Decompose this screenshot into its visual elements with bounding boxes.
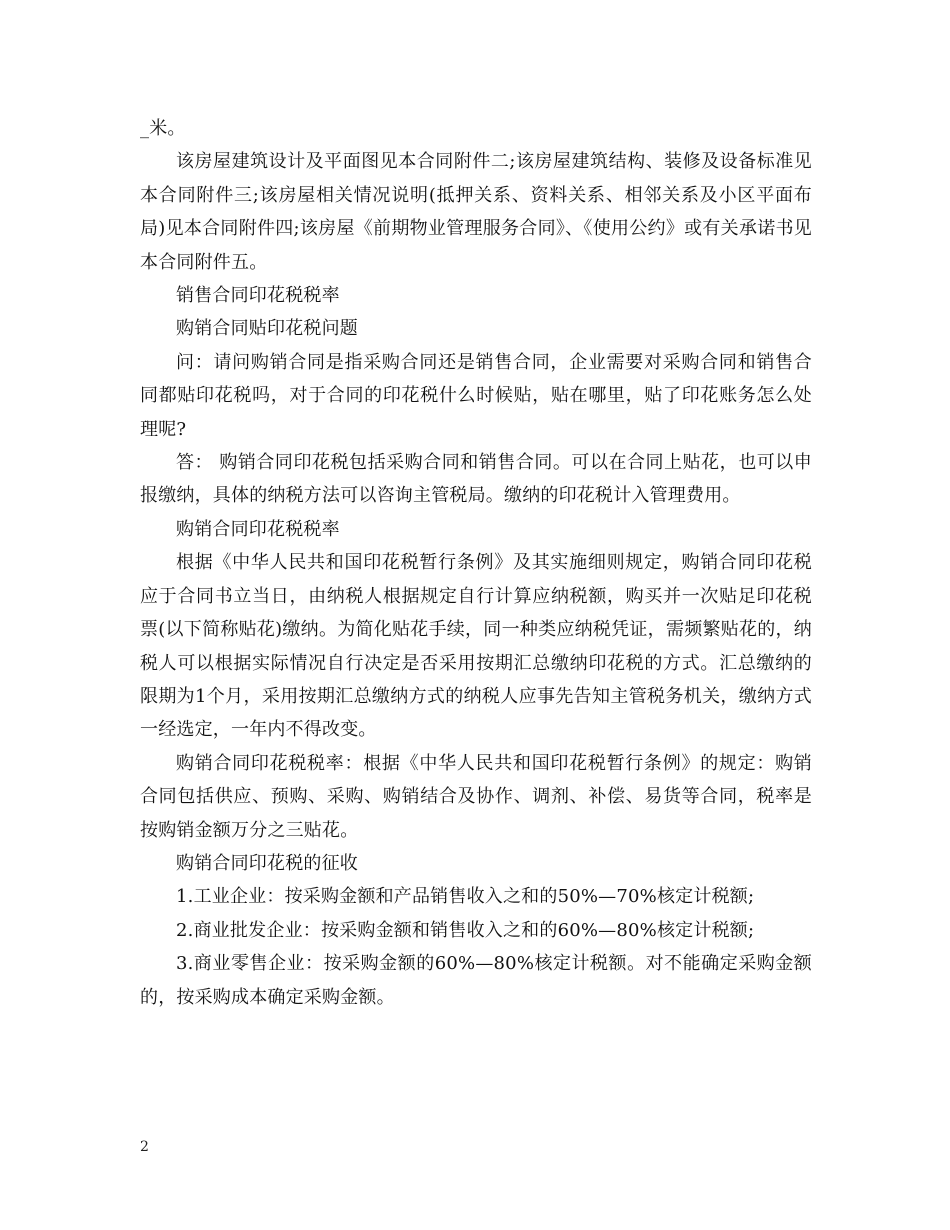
heading-stamp-tax-collection: 购销合同印花税的征收 <box>176 852 358 874</box>
paragraph-question: 问：请问购销合同是指采购合同还是销售合同，企业需要对采购合同和销售合同都贴印花税吗，对于合同的印花税什么时候贴，贴在哪里，贴了印花账务怎么处理呢? <box>140 351 812 440</box>
list-item-retail-enterprise: 3.商业零售企业：按采购金额的60%—80%核定计税额。对不能确定采购金额的，按采购成本确定采购金额。 <box>140 953 812 1008</box>
document-body <box>140 112 812 1014</box>
paragraph-attachments: 该房屋建筑设计及平面图见本合同附件二;该房屋建筑结构、装修及设备标准见本合同附件三;该房屋相关情况说明(抵押关系、资料关系、相邻关系及小区平面布局)见本合同附件四;该房屋《前期物业管理服务合同》、《使用公约》或有关承诺书见本合同附件五。 <box>140 151 812 273</box>
list-item-industrial-enterprise: 1.工业企业：按采购金额和产品销售收入之和的50%—70%核定计税额; <box>176 886 755 908</box>
paragraph-continuation: _米。 <box>140 118 186 139</box>
paragraph-regulation-basis: 根据《中华人民共和国印花税暂行条例》及其实施细则规定，购销合同印花税应于合同书立当日，由纳税人根据规定自行计算应纳税额，购买并一次贴足印花税票(以下简称贴花)缴纳。为简化贴花手续，同一种类应纳税凭证，需频繁贴花的，纳税人可以根据实际情况自行决定是否采用按期汇总缴纳印花税的方式。汇总缴纳的限期为1个月，采用按期汇总缴纳方式的纳税人应事先告知主管税务机关，缴纳方式一经选定，一年内不得改变。 <box>140 552 812 741</box>
heading-purchase-sales-stamp-tax-question: 购销合同贴印花税问题 <box>176 318 358 340</box>
heading-purchase-sales-stamp-tax-rate: 购销合同印花税税率 <box>176 518 340 540</box>
page-number: 2 <box>140 1139 149 1155</box>
paragraph-tax-rate-rule: 购销合同印花税税率：根据《中华人民共和国印花税暂行条例》的规定：购销合同包括供应、预购、采购、购销结合及协作、调剂、补偿、易货等合同，税率是按购销金额万分之三贴花。 <box>140 752 812 841</box>
list-item-wholesale-enterprise: 2.商业批发企业：按采购金额和销售收入之和的60%—80%核定计税额; <box>176 919 755 941</box>
heading-sales-contract-stamp-tax-rate: 销售合同印花税税率 <box>176 285 340 307</box>
paragraph-answer: 答： 购销合同印花税包括采购合同和销售合同。可以在合同上贴花，也可以申报缴纳，具体的纳税方法可以咨询主管税局。缴纳的印花税计入管理费用。 <box>140 452 812 507</box>
